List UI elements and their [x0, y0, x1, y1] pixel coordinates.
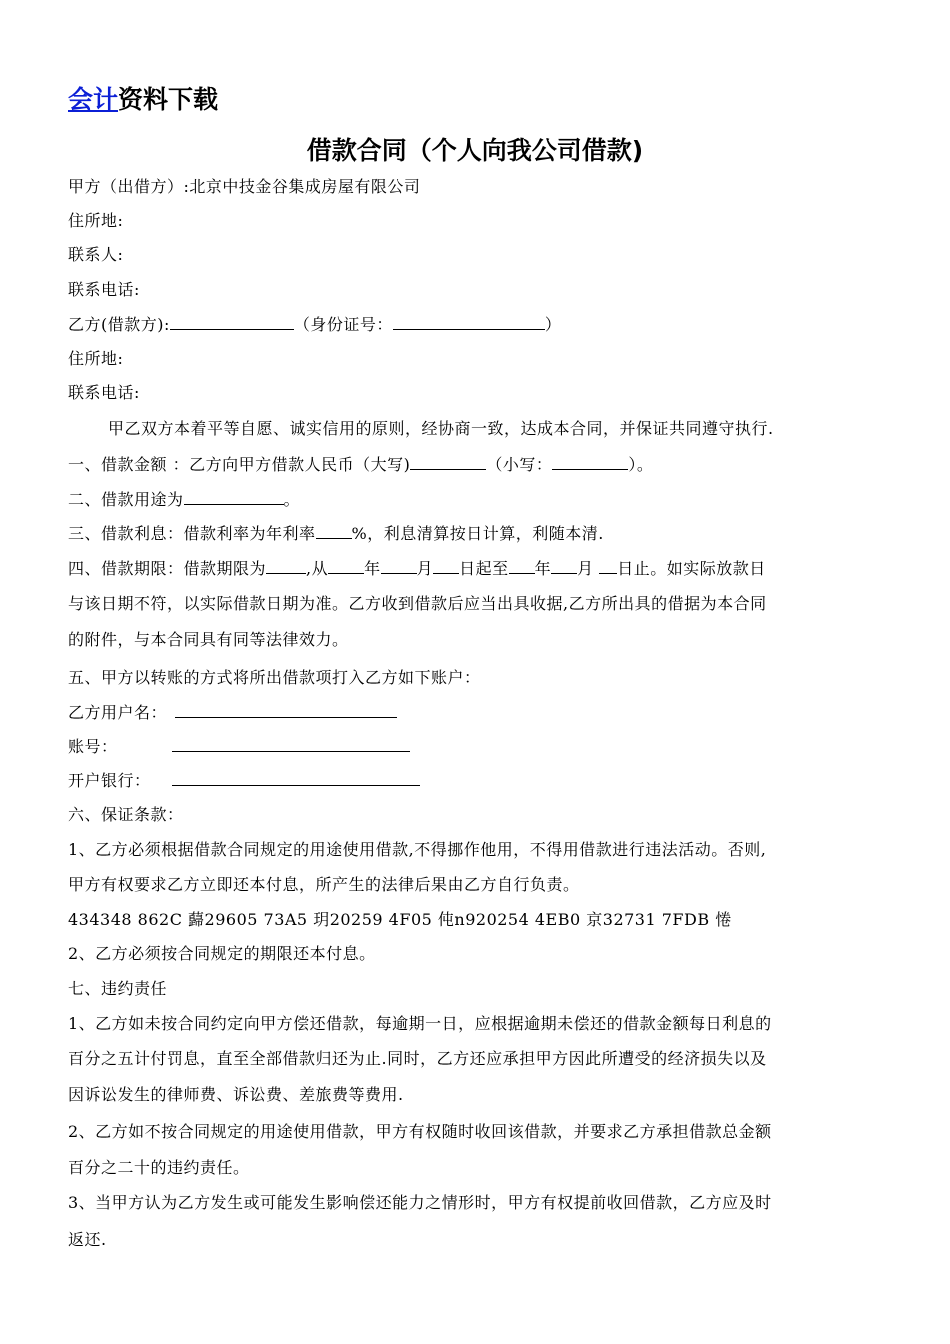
clause-4-text-f: 年 — [534, 559, 552, 578]
clause-5-intro: 五、甲方以转账的方式将所出借款项打入乙方如下账户： — [68, 668, 481, 687]
interest-rate-blank — [316, 521, 352, 539]
amount-words-blank — [410, 452, 486, 470]
clause-7-item-1-line-1: 1、乙方如未按合同约定向甲方偿还借款，每逾期一日，应根据逾期未偿还的借款金额每日利息的 — [68, 1014, 772, 1033]
account-name-row — [68, 700, 397, 725]
clause-3-text-a: 三、借款利息：借款利率为年利率 — [68, 524, 316, 543]
party-b-id-close: ） — [544, 315, 562, 334]
clause-7-item-3-line-2: 返还. — [68, 1230, 107, 1249]
end-month-blank — [551, 556, 577, 574]
clause-2 — [68, 487, 300, 512]
clause-4-text-e: 日起至 — [459, 559, 509, 578]
party-b-id-open: （身份证号： — [293, 315, 393, 334]
clause-4-text-a: 四、借款期限：借款期限为 — [68, 559, 267, 578]
account-name-label: 乙方用户名： — [68, 703, 168, 722]
clause-7-item-1-line-3: 因诉讼发生的律师费、诉讼费、差旅费等费用. — [68, 1085, 404, 1104]
header-text: 资料下载 — [118, 85, 219, 114]
purpose-blank — [184, 487, 284, 505]
bank-blank — [172, 768, 420, 786]
clause-6-item-1-line-2: 甲方有权要求乙方立即还本付息，所产生的法律后果由乙方自行负责。 — [68, 875, 580, 894]
clause-4-text-b: ,从 — [306, 559, 329, 578]
amount-figures-blank — [552, 452, 628, 470]
code-line: 434348 862C 蘬29605 73A5 玥20259 4F05 伅n920254 4EB0 京32731 7FDB 惓 — [68, 910, 732, 929]
party-b-address: 住所地: — [68, 349, 124, 368]
header — [68, 80, 218, 120]
party-a-address: 住所地: — [68, 211, 124, 230]
clause-1-text-b: （小写： — [486, 455, 553, 474]
clause-4-text-g: 月 — [577, 559, 594, 578]
clause-4-text-c: 年 — [364, 559, 381, 578]
party-a-name: 甲方（出借方）:北京中技金谷集成房屋有限公司 — [68, 177, 421, 196]
end-day-blank — [599, 556, 617, 574]
clause-2-text-b: 。 — [283, 490, 301, 509]
party-b-label: 乙方(借款方): — [68, 315, 170, 334]
clause-3-text-b: %，利息清算按日计算，利随本清. — [351, 524, 604, 543]
clause-7-item-2-line-1: 2、乙方如不按合同规定的用途使用借款，甲方有权随时收回该借款，并要求乙方承担借款总金额 — [68, 1122, 772, 1141]
bank-label: 开户银行： — [68, 771, 151, 790]
account-number-row — [68, 734, 410, 759]
party-b-phone: 联系电话: — [68, 383, 140, 402]
clause-6-heading: 六、保证条款： — [68, 805, 184, 824]
account-number-label: 账号： — [68, 737, 118, 756]
term-blank — [266, 556, 306, 574]
intro-paragraph: 甲乙双方本着平等自愿、诚实信用的原则，经协商一致，达成本合同，并保证共同遵守执行. — [108, 419, 774, 438]
bank-row — [68, 768, 420, 793]
party-b-id-blank — [393, 312, 545, 330]
clause-6-item-2: 2、乙方必须按合同规定的期限还本付息。 — [68, 944, 376, 963]
party-b-line — [68, 312, 561, 337]
account-number-blank — [172, 734, 410, 752]
contract-title: 借款合同（个人向我公司借款) — [306, 136, 644, 165]
clause-1 — [68, 452, 653, 477]
clause-7-item-2-line-2: 百分之二十的违约责任。 — [68, 1158, 250, 1177]
end-year-blank — [509, 556, 535, 574]
clause-2-text-a: 二、借款用途为 — [68, 490, 184, 509]
clause-1-text-a: 一、借款金额 ：乙方向甲方借款人民币（大写) — [68, 455, 411, 474]
party-b-name-blank — [170, 312, 294, 330]
clause-6-item-1-line-1: 1、乙方必须根据借款合同规定的用途使用借款,不得挪作他用，不得用借款进行违法活动。否则, — [68, 840, 767, 859]
party-a-contact: 联系人: — [68, 245, 124, 264]
start-day-blank — [433, 556, 459, 574]
party-a-phone: 联系电话: — [68, 280, 140, 299]
start-year-blank — [328, 556, 364, 574]
start-month-blank — [381, 556, 417, 574]
clause-4-line-1 — [68, 556, 766, 581]
account-name-blank — [175, 700, 397, 718]
clause-4-text-d: 月 — [416, 559, 434, 578]
clause-7-heading: 七、违约责任 — [68, 979, 168, 998]
clause-7-item-3-line-1: 3、当甲方认为乙方发生或可能发生影响偿还能力之情形时，甲方有权提前收回借款，乙方应及时 — [68, 1193, 772, 1212]
clause-4-text-h: 日止。如实际放款日 — [617, 559, 766, 578]
clause-4-line-2: 与该日期不符，以实际借款日期为准。乙方收到借款后应当出具收据,乙方所出具的借据为本合同 — [68, 594, 767, 613]
accounting-link[interactable]: 会计 — [68, 85, 119, 114]
clause-1-text-c: ）。 — [628, 455, 654, 474]
clause-3 — [68, 521, 604, 546]
clause-7-item-1-line-2: 百分之五计付罚息，直至全部借款归还为止.同时，乙方还应承担甲方因此所遭受的经济损失以及 — [68, 1049, 767, 1068]
clause-4-line-3: 的附件，与本合同具有同等法律效力。 — [68, 630, 349, 649]
